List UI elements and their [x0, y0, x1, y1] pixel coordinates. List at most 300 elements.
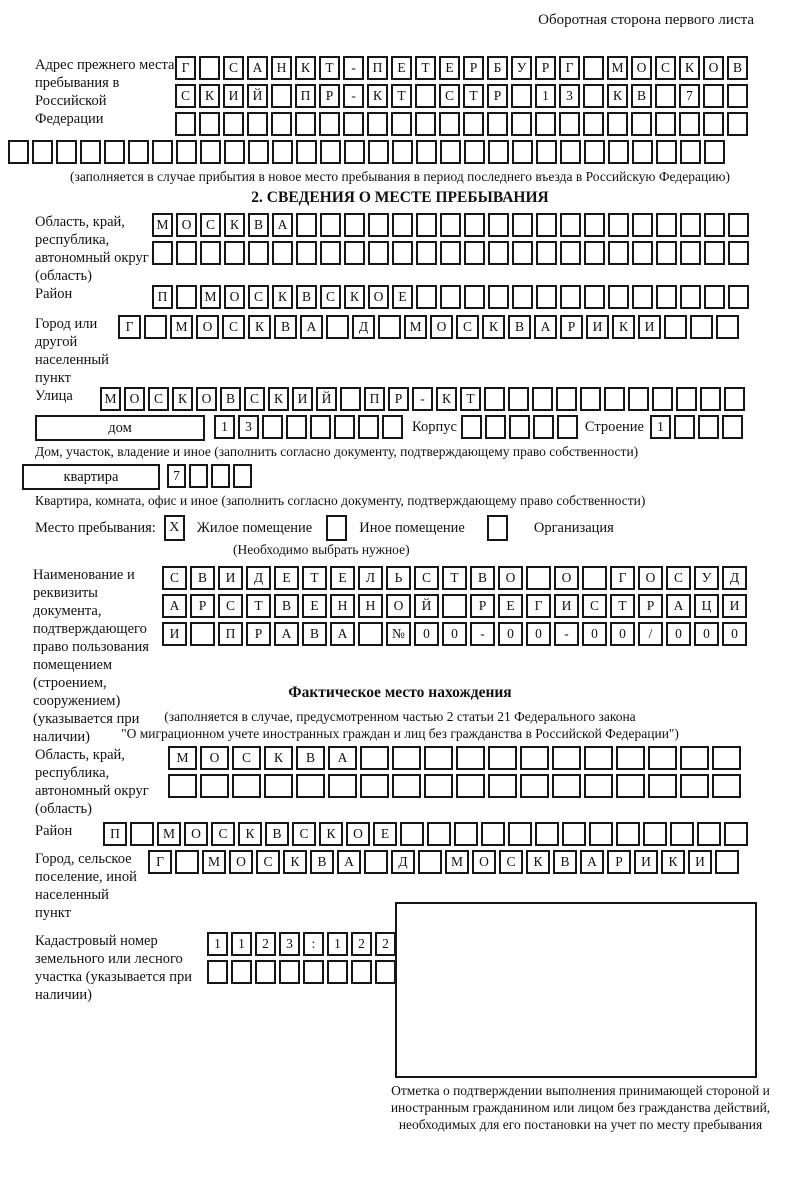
char-cell	[32, 140, 53, 164]
section2-title: 2. СВЕДЕНИЯ О МЕСТЕ ПРЕБЫВАНИЯ	[251, 189, 549, 206]
char-cell: Д	[722, 566, 747, 590]
document-row-3	[162, 622, 750, 646]
char-cell: Е	[274, 566, 299, 590]
char-cell	[461, 415, 482, 439]
char-cell	[367, 112, 388, 136]
char-cell	[727, 84, 748, 108]
char-cell	[628, 387, 649, 411]
char-cell: Д	[246, 566, 271, 590]
char-cell: К	[367, 84, 388, 108]
char-cell	[175, 112, 196, 136]
char-cell	[690, 315, 713, 339]
char-cell	[584, 140, 605, 164]
char-cell	[427, 822, 451, 846]
char-cell	[232, 774, 261, 798]
char-cell	[233, 464, 252, 488]
char-cell: К	[436, 387, 457, 411]
char-cell	[656, 213, 677, 237]
gorod-row	[118, 315, 742, 339]
char-cell: М	[100, 387, 121, 411]
char-cell	[272, 140, 293, 164]
char-cell	[464, 285, 485, 309]
char-cell	[296, 213, 317, 237]
char-cell	[296, 774, 325, 798]
mesto-note: (Необходимо выбрать нужное)	[233, 542, 410, 557]
char-cell	[509, 415, 530, 439]
char-cell	[704, 140, 725, 164]
fact-location-note-2: "О миграционном учете иностранных граждан и лиц без гражданства в Российской Федерации")	[121, 726, 679, 741]
char-cell: Н	[330, 594, 355, 618]
char-cell	[485, 415, 506, 439]
char-cell: М	[404, 315, 427, 339]
char-cell	[152, 241, 173, 265]
char-cell: 2	[351, 932, 372, 956]
char-cell: 7	[679, 84, 700, 108]
char-cell	[652, 387, 673, 411]
char-cell: О	[196, 315, 219, 339]
oblast-label: Область, край, республика, автономный округ (область)	[35, 214, 149, 284]
char-cell: М	[202, 850, 226, 874]
char-cell	[589, 822, 613, 846]
char-cell: В	[631, 84, 652, 108]
dom-note: Дом, участок, владение и иное (заполнить согласно документу, подтверждающему право собственности)	[35, 444, 639, 459]
char-cell	[670, 822, 694, 846]
char-cell: М	[200, 285, 221, 309]
char-cell: С	[582, 594, 607, 618]
char-cell: К	[268, 387, 289, 411]
char-cell: О	[498, 566, 523, 590]
char-cell: П	[295, 84, 316, 108]
char-cell	[418, 850, 442, 874]
char-cell: И	[586, 315, 609, 339]
char-cell	[8, 140, 29, 164]
char-cell	[199, 56, 220, 80]
char-cell: А	[328, 746, 357, 770]
char-cell: Р	[638, 594, 663, 618]
char-cell	[439, 112, 460, 136]
char-cell: П	[367, 56, 388, 80]
char-cell	[464, 213, 485, 237]
dom-cells	[214, 415, 406, 439]
char-cell	[176, 285, 197, 309]
char-cell: А	[337, 850, 361, 874]
char-cell: Б	[487, 56, 508, 80]
stamp-caption: Отметка о подтверждении выполнения принимающей стороной и иностранным гражданином или лицом без гражданства действий, необходимых для его постановки на учет по месту пребывания	[390, 1083, 771, 1132]
char-cell: Р	[487, 84, 508, 108]
char-cell	[175, 850, 199, 874]
char-cell: /	[638, 622, 663, 646]
char-cell	[560, 213, 581, 237]
char-cell: А	[247, 56, 268, 80]
char-cell	[440, 285, 461, 309]
char-cell	[440, 140, 461, 164]
ulitsa-block	[8, 387, 792, 415]
char-cell	[378, 315, 401, 339]
char-cell	[328, 774, 357, 798]
char-cell	[368, 140, 389, 164]
char-cell	[340, 387, 361, 411]
char-cell: М	[445, 850, 469, 874]
char-cell: П	[364, 387, 385, 411]
char-cell: 1	[535, 84, 556, 108]
mesto-prebyvaniya-row	[8, 515, 792, 541]
char-cell: О	[386, 594, 411, 618]
char-cell: В	[508, 315, 531, 339]
char-cell: С	[211, 822, 235, 846]
char-cell	[520, 774, 549, 798]
char-cell: М	[170, 315, 193, 339]
char-cell: С	[175, 84, 196, 108]
char-cell: С	[456, 315, 479, 339]
char-cell	[560, 140, 581, 164]
char-cell	[488, 213, 509, 237]
char-cell	[360, 746, 389, 770]
raion-label: Район	[35, 286, 73, 302]
char-cell	[556, 387, 577, 411]
char-cell	[392, 746, 421, 770]
char-cell	[320, 241, 341, 265]
char-cell: 0	[498, 622, 523, 646]
char-cell	[584, 213, 605, 237]
char-cell	[535, 822, 559, 846]
char-cell	[582, 566, 607, 590]
checkbox-residential-mark: X	[169, 520, 180, 535]
char-cell	[608, 285, 629, 309]
char-cell	[488, 140, 509, 164]
char-cell	[344, 241, 365, 265]
char-cell	[456, 774, 485, 798]
char-cell	[512, 213, 533, 237]
char-cell: В	[470, 566, 495, 590]
oblast-block	[8, 213, 792, 285]
char-cell	[532, 387, 553, 411]
char-cell	[679, 112, 700, 136]
char-cell	[664, 315, 687, 339]
char-cell: А	[666, 594, 691, 618]
char-cell	[248, 241, 269, 265]
char-cell	[535, 112, 556, 136]
char-cell: А	[300, 315, 323, 339]
char-cell	[616, 746, 645, 770]
char-cell: 1	[231, 932, 252, 956]
char-cell: М	[157, 822, 181, 846]
char-cell: О	[430, 315, 453, 339]
char-cell	[168, 774, 197, 798]
char-cell: К	[199, 84, 220, 108]
char-cell	[264, 774, 293, 798]
stamp-area	[383, 902, 778, 1133]
char-cell	[271, 84, 292, 108]
char-cell: 2	[255, 932, 276, 956]
char-cell	[552, 746, 581, 770]
char-cell	[715, 850, 739, 874]
char-cell	[511, 84, 532, 108]
char-cell: Е	[302, 594, 327, 618]
char-cell	[104, 140, 125, 164]
char-cell: 2	[375, 932, 396, 956]
char-cell: М	[607, 56, 628, 80]
char-cell: А	[580, 850, 604, 874]
char-cell: О	[184, 822, 208, 846]
char-cell: 1	[327, 932, 348, 956]
prev-address-row-2	[175, 84, 751, 108]
char-cell	[655, 84, 676, 108]
char-cell: О	[200, 746, 229, 770]
stroenie-cells	[650, 415, 746, 439]
char-cell	[562, 822, 586, 846]
char-cell: К	[172, 387, 193, 411]
char-cell: Т	[246, 594, 271, 618]
dom-box: дом	[35, 415, 205, 441]
char-cell	[712, 774, 741, 798]
char-cell	[326, 315, 349, 339]
char-cell: К	[661, 850, 685, 874]
char-cell	[224, 241, 245, 265]
char-cell: О	[638, 566, 663, 590]
char-cell: С	[414, 566, 439, 590]
char-cell: О	[346, 822, 370, 846]
char-cell: А	[274, 622, 299, 646]
char-cell	[487, 112, 508, 136]
char-cell: -	[470, 622, 495, 646]
char-cell: И	[223, 84, 244, 108]
char-cell: Т	[319, 56, 340, 80]
char-cell	[648, 774, 677, 798]
gorod-label: Город или другой населенный пункт	[35, 316, 109, 386]
char-cell: 1	[207, 932, 228, 956]
char-cell	[464, 140, 485, 164]
char-cell	[224, 140, 245, 164]
char-cell	[512, 241, 533, 265]
char-cell: Р	[190, 594, 215, 618]
char-cell	[697, 822, 721, 846]
char-cell: С	[162, 566, 187, 590]
prev-address-block	[8, 56, 792, 140]
char-cell	[189, 464, 208, 488]
char-cell: С	[244, 387, 265, 411]
char-cell: Е	[330, 566, 355, 590]
option-other-premises-label: Иное помещение	[359, 520, 465, 536]
char-cell: И	[638, 315, 661, 339]
char-cell	[262, 415, 283, 439]
char-cell	[200, 774, 229, 798]
char-cell: В	[220, 387, 241, 411]
char-cell: А	[162, 594, 187, 618]
char-cell	[199, 112, 220, 136]
char-cell	[360, 774, 389, 798]
char-cell: Г	[175, 56, 196, 80]
char-cell	[536, 213, 557, 237]
char-cell: -	[343, 84, 364, 108]
char-cell: -	[343, 56, 364, 80]
oblast2-label: Область, край, республика, автономный округ (область)	[35, 747, 149, 817]
char-cell	[391, 112, 412, 136]
prev-address-label: Адрес прежнего места пребывания в Российской Федерации	[35, 57, 175, 127]
char-cell	[488, 285, 509, 309]
char-cell	[190, 622, 215, 646]
char-cell	[560, 241, 581, 265]
oblast2-row-2	[168, 774, 744, 798]
char-cell	[464, 241, 485, 265]
char-cell	[176, 241, 197, 265]
char-cell: А	[534, 315, 557, 339]
kvartira-note: Квартира, комната, офис и иное (заполнить согласно документу, подтверждающему право собственности)	[35, 493, 646, 508]
char-cell	[488, 241, 509, 265]
ulitsa-row	[100, 387, 748, 411]
dom-row	[8, 415, 792, 443]
char-cell	[655, 112, 676, 136]
char-cell	[656, 241, 677, 265]
char-cell: Ь	[386, 566, 411, 590]
char-cell: П	[152, 285, 173, 309]
char-cell: О	[368, 285, 389, 309]
char-cell	[392, 140, 413, 164]
char-cell: О	[229, 850, 253, 874]
char-cell	[584, 774, 613, 798]
char-cell	[700, 387, 721, 411]
char-cell	[724, 822, 748, 846]
char-cell	[415, 112, 436, 136]
char-cell	[608, 241, 629, 265]
raion2-row	[103, 822, 751, 846]
char-cell	[279, 960, 300, 984]
char-cell	[481, 822, 505, 846]
char-cell	[295, 112, 316, 136]
kvartira-box: квартира	[22, 464, 160, 490]
char-cell: Т	[302, 566, 327, 590]
gorod2-row	[148, 850, 742, 874]
char-cell	[327, 960, 348, 984]
char-cell: М	[168, 746, 197, 770]
option-residential-label: Жилое помещение	[196, 520, 313, 536]
kadastr-label: Кадастровый номер земельного или лесного участка (указывается при наличии)	[35, 933, 192, 1003]
char-cell: К	[679, 56, 700, 80]
char-cell	[271, 112, 292, 136]
char-cell	[680, 241, 701, 265]
oblast2-row-1	[168, 746, 744, 770]
char-cell: К	[319, 822, 343, 846]
char-cell: К	[248, 315, 271, 339]
char-cell	[248, 140, 269, 164]
char-cell	[632, 241, 653, 265]
prev-address-row-1	[175, 56, 751, 80]
char-cell: И	[722, 594, 747, 618]
char-cell	[557, 415, 578, 439]
char-cell	[392, 213, 413, 237]
char-cell: В	[310, 850, 334, 874]
gorod2-label: Город, сельское поселение, иной населенный пункт	[35, 851, 137, 921]
char-cell: Т	[610, 594, 635, 618]
char-cell	[424, 774, 453, 798]
char-cell	[704, 285, 725, 309]
gorod-block	[8, 315, 792, 387]
char-cell: К	[224, 213, 245, 237]
char-cell: 0	[442, 622, 467, 646]
char-cell: С	[320, 285, 341, 309]
char-cell	[656, 140, 677, 164]
char-cell: Е	[373, 822, 397, 846]
char-cell: Т	[391, 84, 412, 108]
char-cell	[488, 774, 517, 798]
char-cell	[559, 112, 580, 136]
char-cell	[80, 140, 101, 164]
char-cell	[520, 746, 549, 770]
oblast-row-1	[152, 213, 752, 237]
char-cell: С	[499, 850, 523, 874]
char-cell	[728, 285, 749, 309]
oblast-row-2	[152, 241, 752, 265]
raion2-block	[8, 822, 792, 850]
char-cell	[310, 415, 331, 439]
char-cell	[674, 415, 695, 439]
char-cell	[392, 241, 413, 265]
char-cell	[344, 213, 365, 237]
char-cell: Т	[442, 566, 467, 590]
char-cell: О	[631, 56, 652, 80]
char-cell	[607, 112, 628, 136]
char-cell	[56, 140, 77, 164]
char-cell: Е	[439, 56, 460, 80]
char-cell: О	[224, 285, 245, 309]
char-cell: 3	[238, 415, 259, 439]
char-cell	[296, 140, 317, 164]
char-cell	[632, 213, 653, 237]
char-cell	[616, 822, 640, 846]
checkbox-organization	[487, 515, 508, 541]
char-cell: Ц	[694, 594, 719, 618]
char-cell	[643, 822, 667, 846]
char-cell	[680, 213, 701, 237]
char-cell: Г	[148, 850, 172, 874]
char-cell	[536, 140, 557, 164]
char-cell	[680, 774, 709, 798]
char-cell	[584, 241, 605, 265]
char-cell	[320, 140, 341, 164]
ulitsa-label: Улица	[35, 388, 73, 404]
char-cell: Д	[391, 850, 415, 874]
char-cell: С	[256, 850, 280, 874]
char-cell: С	[292, 822, 316, 846]
char-cell: 0	[582, 622, 607, 646]
char-cell: М	[152, 213, 173, 237]
char-cell	[608, 213, 629, 237]
char-cell: -	[554, 622, 579, 646]
char-cell	[463, 112, 484, 136]
char-cell	[680, 285, 701, 309]
char-cell	[722, 415, 743, 439]
char-cell: 3	[279, 932, 300, 956]
char-cell: С	[666, 566, 691, 590]
char-cell: В	[248, 213, 269, 237]
char-cell	[207, 960, 228, 984]
char-cell	[358, 415, 379, 439]
char-cell	[272, 241, 293, 265]
char-cell: С	[200, 213, 221, 237]
char-cell	[343, 112, 364, 136]
mesto-label: Место пребывания:	[35, 520, 156, 536]
char-cell: :	[303, 932, 324, 956]
char-cell	[728, 213, 749, 237]
checkbox-residential	[164, 515, 185, 541]
char-cell: 1	[214, 415, 235, 439]
char-cell	[392, 774, 421, 798]
char-cell	[584, 746, 613, 770]
char-cell	[351, 960, 372, 984]
char-cell: О	[176, 213, 197, 237]
char-cell: В	[274, 315, 297, 339]
char-cell	[200, 241, 221, 265]
char-cell	[152, 140, 173, 164]
